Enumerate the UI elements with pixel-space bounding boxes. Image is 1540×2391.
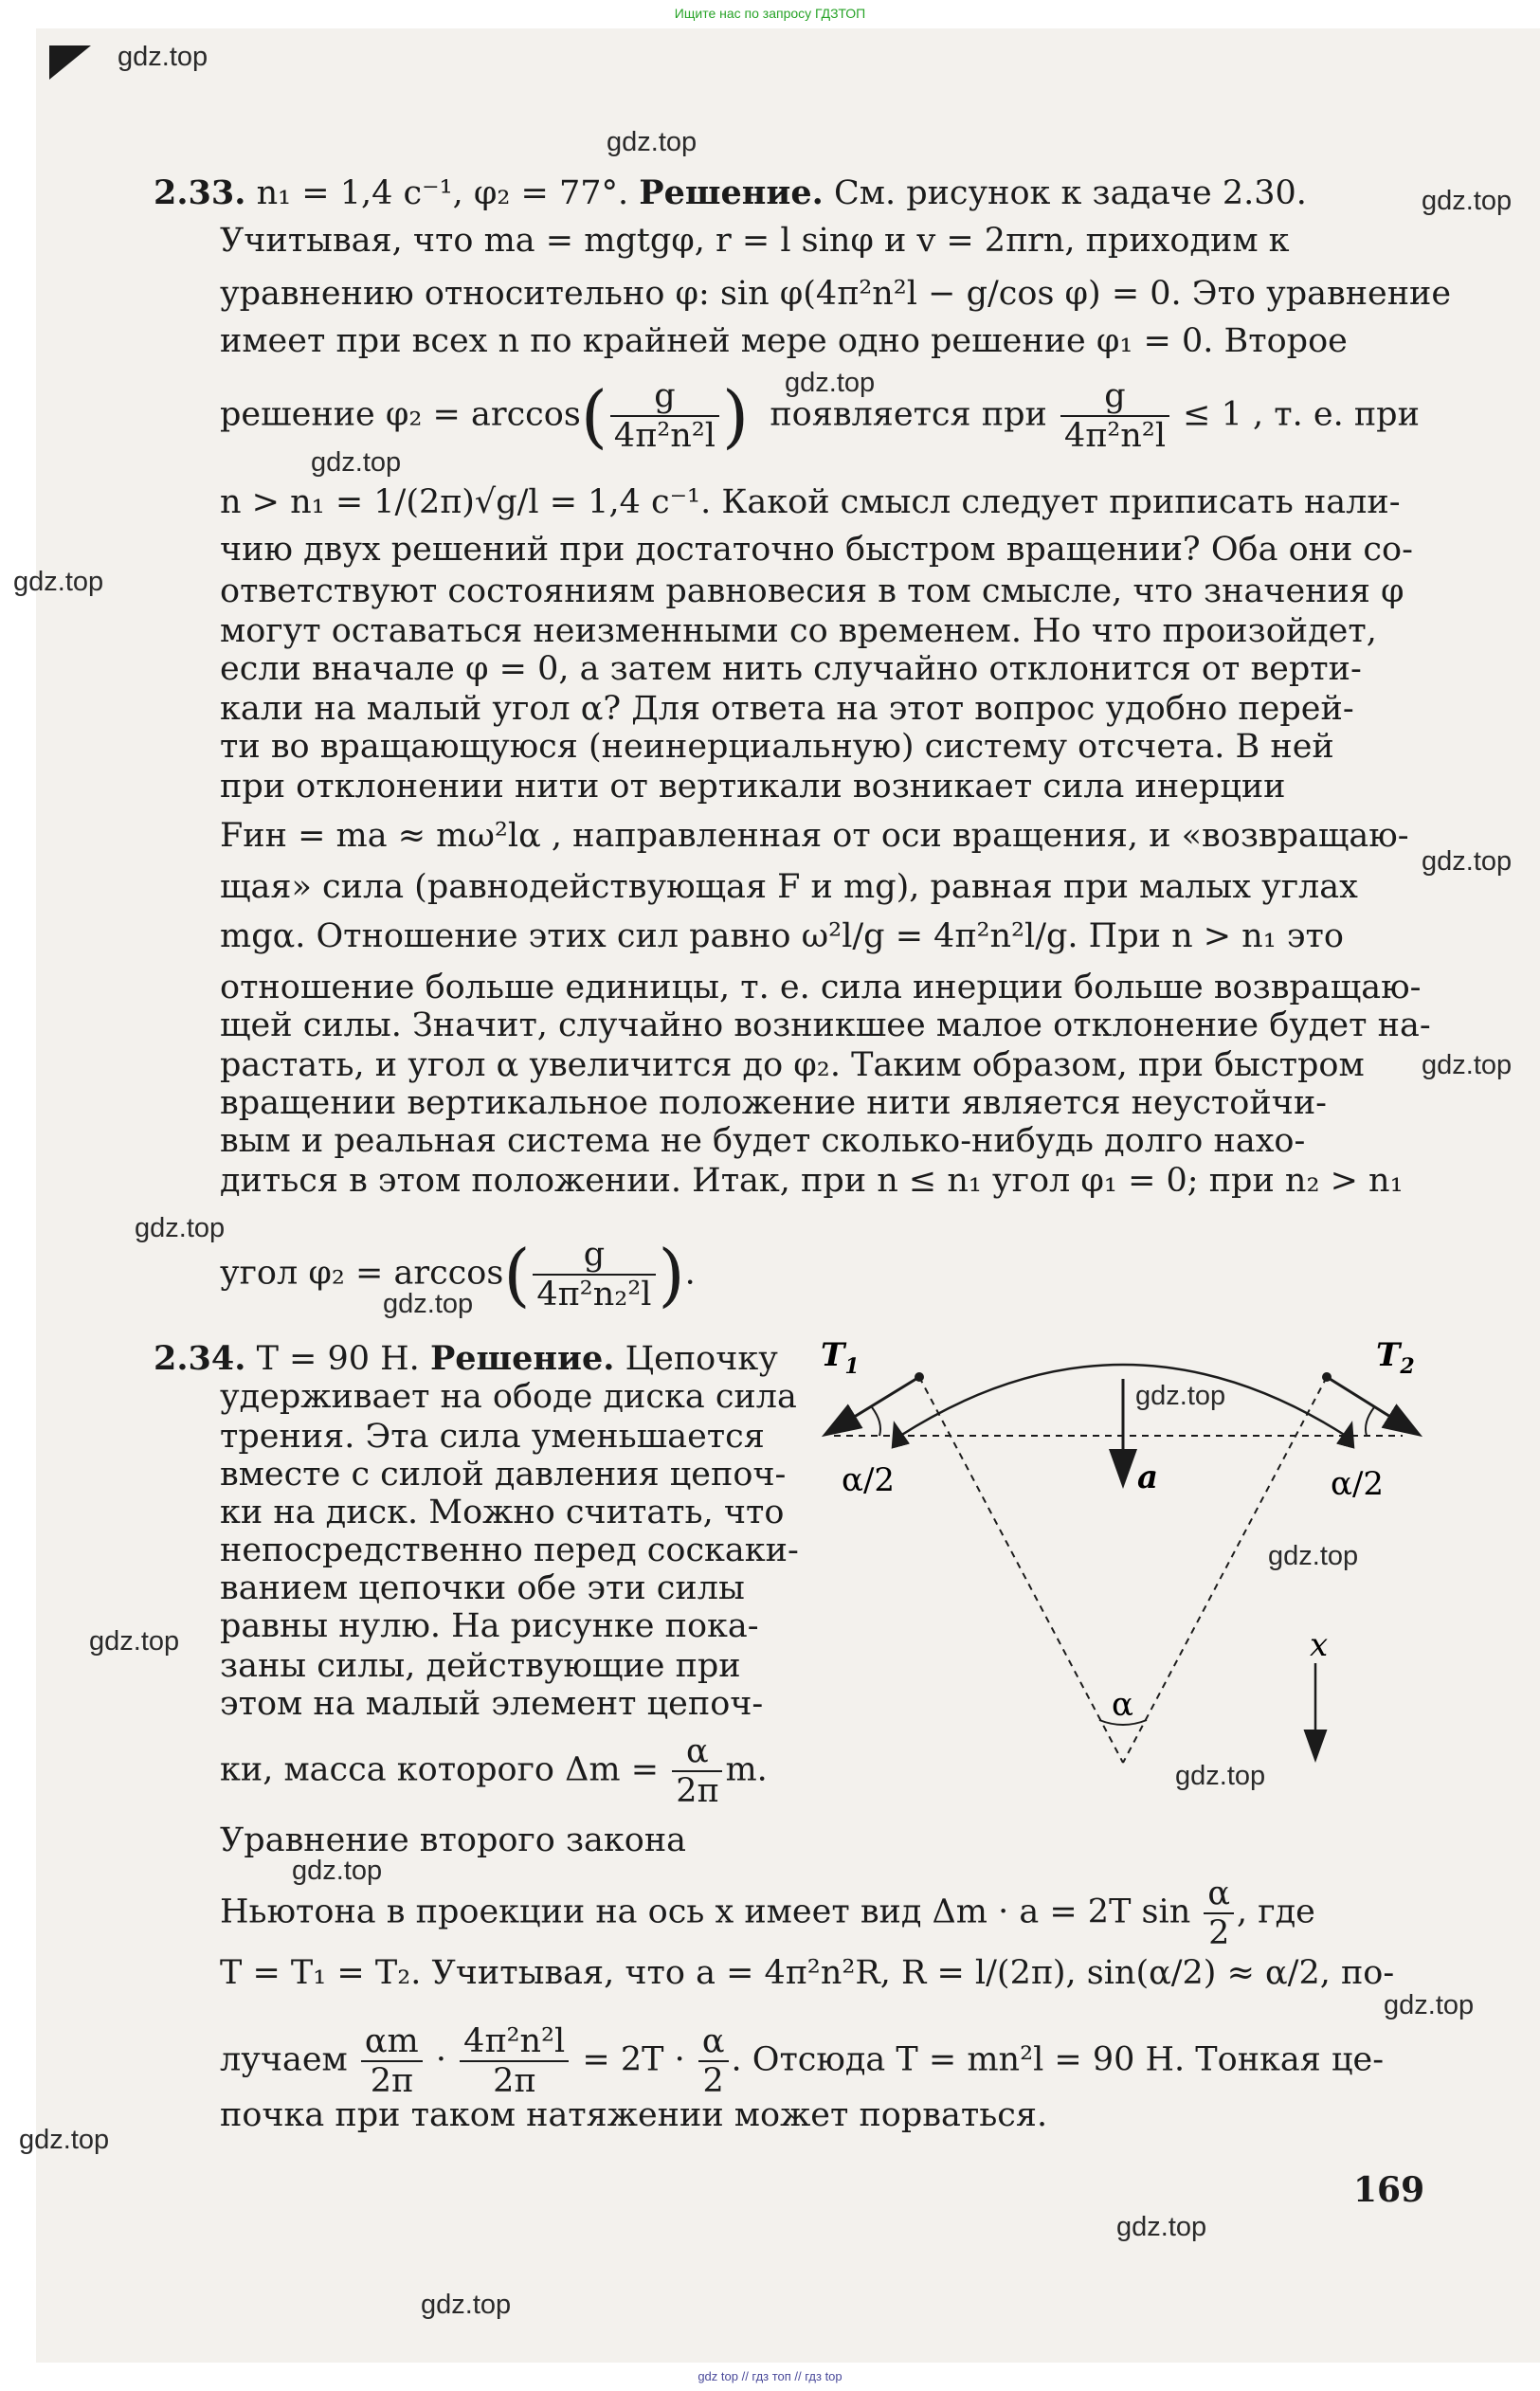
numerator: g bbox=[533, 1236, 655, 1276]
text-line: кали на малый угол α? Для ответа на этот вопрос удобно перей- bbox=[220, 690, 1354, 728]
text-line: вращении вертикальное положение нити является неустойчи- bbox=[220, 1084, 1327, 1122]
text-line: растать, и угол α увеличится до φ₂. Таким образом, при быстром bbox=[220, 1046, 1365, 1084]
chain-point-right bbox=[1322, 1372, 1332, 1382]
text: Ньютона в проекции на ось x имеет вид Δm · a = 2T sin bbox=[220, 1893, 1191, 1931]
watermark: gdz.top bbox=[118, 42, 208, 72]
watermark: gdz.top bbox=[292, 1856, 383, 1886]
angle-arc-left bbox=[872, 1407, 880, 1436]
text-line: отношение больше единицы, т. е. сила инерции больше возвращаю- bbox=[220, 969, 1422, 1006]
denominator: 2π bbox=[370, 2062, 413, 2100]
text-line: вым и реальная система не будет сколько-нибудь долго нахо- bbox=[220, 1122, 1306, 1160]
label-half-angle-left: α/2 bbox=[842, 1461, 896, 1499]
numerator: α bbox=[698, 2022, 729, 2062]
text: появляется при bbox=[770, 395, 1047, 434]
text-line: чию двух решений при достаточно быстром вращении? Оба они со- bbox=[220, 531, 1413, 569]
formula-line bbox=[220, 2022, 1384, 2100]
text-line: могут оставаться неизменными со временем. Но что произойдет, bbox=[220, 612, 1377, 650]
watermark: gdz.top bbox=[1384, 1990, 1475, 2020]
text-line: Fин = ma ≈ mω²lα , направленная от оси вращения, и «возвращаю- bbox=[220, 817, 1409, 855]
page-number: 169 bbox=[1353, 2170, 1425, 2210]
problem-number: 2.34. bbox=[154, 1339, 246, 1378]
watermark: gdz.top bbox=[135, 1213, 226, 1243]
text-line: вместе с силой давления цепоч- bbox=[220, 1456, 787, 1494]
text-line: при отклонении нити от вертикали возникает сила инерции bbox=[220, 768, 1286, 806]
problem-233-line-1 bbox=[154, 172, 1307, 214]
fraction bbox=[672, 1732, 722, 1810]
label-t2: $T_2$ bbox=[1376, 1336, 1415, 1379]
text-line: щей силы. Значит, случайно возникшее малое отклонение будет на- bbox=[220, 1006, 1431, 1044]
text-line: заны силы, действующие при bbox=[220, 1647, 741, 1685]
text: ≤ 1 , т. е. при bbox=[1183, 395, 1420, 434]
formula-line bbox=[220, 1732, 768, 1810]
text: · bbox=[435, 2040, 447, 2079]
watermark: gdz.top bbox=[311, 447, 402, 478]
text-line: mgα. Отношение этих сил равно ω²l/g = 4π²n²l/g. При n > n₁ это bbox=[220, 917, 1344, 955]
denominator: 2π bbox=[676, 1772, 719, 1810]
denominator: 4π²n²l bbox=[1063, 417, 1167, 455]
text: Цепочку bbox=[625, 1340, 778, 1378]
watermark: gdz.top bbox=[1268, 1541, 1359, 1571]
numerator: 4π²n²l bbox=[460, 2022, 569, 2062]
text-line: ответствуют состояниям равновесия в том смысле, что значения φ bbox=[220, 572, 1404, 610]
text-line: если вначале φ = 0, а затем нить случайно отклонится от верти- bbox=[220, 650, 1362, 688]
watermark: gdz.top bbox=[1175, 1761, 1266, 1791]
text-line: этом на малый элемент цепоч- bbox=[220, 1685, 764, 1723]
denominator: 2 bbox=[702, 2062, 724, 2100]
answer: n₁ = 1,4 c⁻¹, φ₂ = 77°. bbox=[256, 174, 629, 212]
page-corner-mark bbox=[49, 45, 91, 80]
formula-line: решение φ₂ = arccos( $\frac{g}{\text{4π²n²l}}$ ) появляется при $\frac{g}{\text{4π²n²l}}$ ≤ 1 , т. е. при bbox=[220, 376, 1420, 456]
watermark: gdz.top bbox=[1422, 846, 1513, 877]
denominator: 2π bbox=[493, 2062, 536, 2100]
watermark: gdz.top bbox=[1135, 1381, 1226, 1411]
text-line: Уравнение второго закона bbox=[220, 1821, 687, 1859]
watermark: gdz.top bbox=[1422, 186, 1513, 216]
fraction bbox=[1204, 1875, 1234, 1952]
watermark: gdz.top bbox=[1116, 2212, 1207, 2242]
text-line: имеет при всех n по крайней мере одно решение φ₁ = 0. Второе bbox=[220, 322, 1348, 360]
formula-line: угол φ₂ = arccos( $\frac{g}{\text{4π²n₂²l}}$ ). bbox=[220, 1235, 696, 1314]
fraction bbox=[460, 2022, 569, 2100]
bottom-banner: gdz top // гдз топ // гдз top bbox=[698, 2369, 842, 2383]
text: , где bbox=[1237, 1893, 1315, 1931]
solution-label: Решение. bbox=[639, 173, 824, 212]
denominator: 4π²n²l bbox=[613, 417, 716, 455]
text: решение φ₂ = arccos bbox=[220, 395, 581, 434]
watermark: gdz.top bbox=[421, 2290, 512, 2320]
fraction bbox=[698, 2022, 729, 2100]
text: . Отсюда T = mn²l = 90 Н. Тонкая це- bbox=[731, 2040, 1385, 2079]
top-banner: Ищите нас по запросу ГДЗТОП bbox=[674, 6, 866, 21]
text: m. bbox=[725, 1750, 768, 1789]
text-line: ки на диск. Можно считать, что bbox=[220, 1494, 785, 1531]
answer: T = 90 Н. bbox=[256, 1340, 420, 1378]
label-half-angle-right: α/2 bbox=[1331, 1465, 1385, 1503]
text: лучаем bbox=[220, 2040, 348, 2079]
watermark: gdz.top bbox=[89, 1626, 180, 1657]
text-line: равны нулю. На рисунке пока- bbox=[220, 1607, 759, 1645]
numerator: α bbox=[672, 1732, 722, 1772]
text-line: T = T₁ = T₂. Учитывая, что a = 4π²n²R, R = l/(2π), sin(α/2) ≈ α/2, по- bbox=[220, 1954, 1395, 1992]
label-acceleration: a bbox=[1137, 1458, 1159, 1496]
numerator: αm bbox=[361, 2022, 423, 2062]
text-line: непосредственно перед соскаки- bbox=[220, 1531, 799, 1569]
label-t1: $T_1$ bbox=[821, 1336, 860, 1379]
text-line: удерживает на ободе диска сила bbox=[220, 1378, 797, 1416]
text: . bbox=[684, 1254, 696, 1293]
watermark: gdz.top bbox=[383, 1289, 474, 1319]
watermark: gdz.top bbox=[13, 567, 104, 597]
text-line: щая» сила (равнодействующая F и mg), равная при малых углах bbox=[220, 868, 1358, 906]
force-diagram bbox=[815, 1313, 1440, 1805]
problem-234-line-1 bbox=[154, 1338, 778, 1380]
watermark: gdz.top bbox=[19, 2125, 110, 2155]
text: ки, масса которого Δm = bbox=[220, 1750, 660, 1789]
text-line: Учитывая, что ma = mgtgφ, r = l sinφ и v = 2πrn, приходим к bbox=[220, 222, 1290, 260]
text: = 2T · bbox=[582, 2040, 685, 2079]
fraction bbox=[1060, 377, 1169, 455]
text: См. рисунок к задаче 2.30. bbox=[833, 174, 1307, 212]
label-x-axis: x bbox=[1310, 1626, 1329, 1664]
formula-line bbox=[220, 1875, 1315, 1952]
watermark: gdz.top bbox=[1422, 1050, 1513, 1080]
text-line: n > n₁ = 1/(2π)√g/l = 1,4 c⁻¹. Какой смысл следует приписать нали- bbox=[220, 483, 1401, 521]
text-line: почка при таком натяжении может порваться. bbox=[220, 2096, 1048, 2134]
solution-label: Решение. bbox=[429, 1339, 615, 1378]
tension-t1-arrow bbox=[826, 1377, 919, 1434]
angle-arc-right bbox=[1366, 1407, 1374, 1436]
denominator: 4π²n₂²l bbox=[536, 1276, 652, 1313]
numerator: g bbox=[610, 377, 719, 417]
text-line: трения. Эта сила уменьшается bbox=[220, 1418, 765, 1456]
tension-t2-arrow bbox=[1327, 1377, 1418, 1434]
text-line: диться в этом положении. Итак, при n ≤ n₁ угол φ₁ = 0; при n₂ > n₁ bbox=[220, 1162, 1404, 1200]
numerator: g bbox=[1060, 377, 1169, 417]
fraction bbox=[361, 2022, 423, 2100]
watermark: gdz.top bbox=[607, 127, 698, 157]
denominator: 2 bbox=[1208, 1914, 1230, 1952]
text: угол φ₂ = arccos bbox=[220, 1254, 504, 1293]
numerator: α bbox=[1204, 1875, 1234, 1914]
fraction bbox=[610, 377, 719, 455]
problem-number: 2.33. bbox=[154, 173, 246, 212]
watermark: gdz.top bbox=[785, 368, 876, 398]
radius-right bbox=[1123, 1377, 1327, 1763]
text-line: ванием цепочки обе эти силы bbox=[220, 1569, 745, 1607]
text-line: уравнению относительно φ: sin φ(4π²n²l − g/cos φ) = 0. Это уравнение bbox=[220, 275, 1452, 313]
label-apex-angle: α bbox=[1112, 1686, 1133, 1724]
chain-point-left bbox=[915, 1372, 924, 1382]
fraction bbox=[533, 1236, 655, 1313]
text-line: ти во вращающуюся (неинерциальную) систему отсчета. В ней bbox=[220, 728, 1334, 766]
